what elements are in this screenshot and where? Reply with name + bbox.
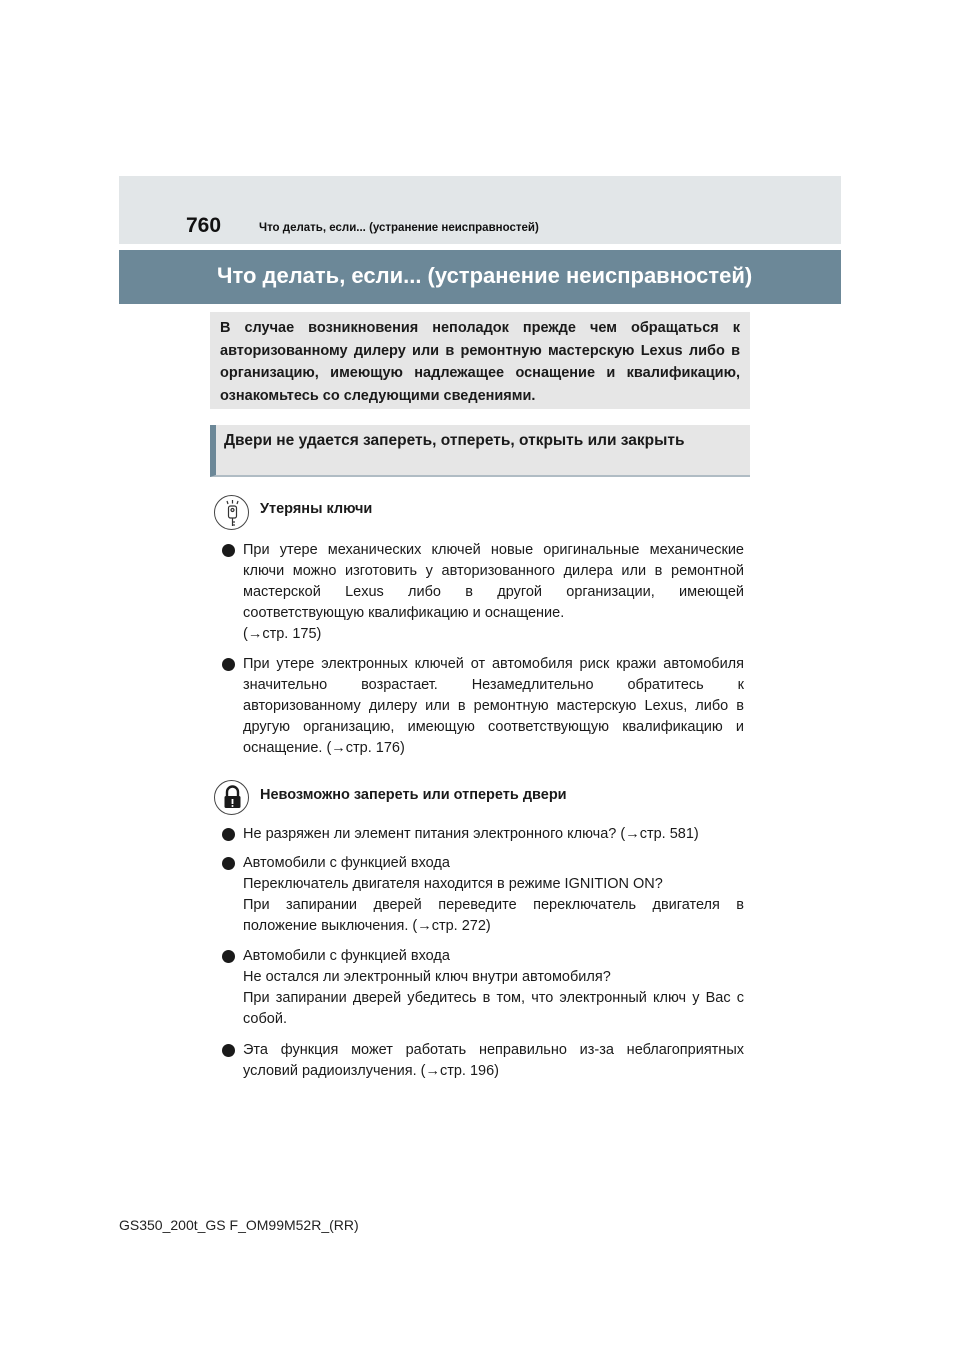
page-title: Что делать, если... (устранение неисправностей) <box>217 263 753 288</box>
item-text: При запирании дверей переведите переключатель двигателя в положение выключения. (→стр. 272) <box>243 897 744 934</box>
item-condition: Автомобили с функцией входа <box>243 948 450 964</box>
title-bar <box>119 250 841 304</box>
intro-box <box>210 312 750 409</box>
page-reference: (→стр. 175) <box>243 626 322 642</box>
bullet <box>222 828 235 841</box>
item-condition: Автомобили с функцией входа <box>243 855 450 871</box>
item-text: При запирании дверей убедитесь в том, что электронный ключ у Вас с собой. <box>243 990 744 1027</box>
key-icon <box>214 495 249 530</box>
lost-keys-title: Утеряны ключи <box>260 501 373 517</box>
section-heading: Двери не удается запереть, отпереть, открыть или закрыть <box>224 432 685 449</box>
list-item <box>222 1040 744 1082</box>
bullet <box>222 950 235 963</box>
list-item <box>222 824 744 845</box>
item-text: Не разряжен ли элемент питания электронного ключа? (→стр. 581) <box>243 826 699 842</box>
running-title: Что делать, если... (устранение неисправностей) <box>259 222 539 234</box>
cannot-lock-title: Невозможно запереть или отпереть двери <box>260 787 567 803</box>
list-item <box>222 540 744 645</box>
list-item <box>222 654 744 759</box>
page-number: 760 <box>186 214 222 237</box>
bullet <box>222 857 235 870</box>
padlock-icon <box>214 780 249 815</box>
item-question: Переключатель двигателя находится в режиме IGNITION ON? <box>243 876 663 892</box>
list-item <box>222 946 744 1030</box>
footer-code: GS350_200t_GS F_OM99M52R_(RR) <box>119 1217 359 1233</box>
section-heading-box <box>210 425 750 477</box>
item-text: При утере механических ключей новые оригинальные механические ключи можно изготовить у авторизованного дилера или в ремонтной мастерской Lexus либо в другой организации, имеющей соответствующую квалификацию и оснащение. <box>243 542 744 621</box>
intro-text: В случае возникновения неполадок прежде чем обращаться к авторизованному дилеру или в ремонтную мастерскую Lexus либо в организацию, имеющую надлежащее оснащение и квалификацию, ознакомьтесь со следующими сведениями. <box>220 320 740 404</box>
item-question: Не остался ли электронный ключ внутри автомобиля? <box>243 969 611 985</box>
bullet <box>222 1044 235 1057</box>
item-text: Эта функция может работать неправильно из-за неблагоприятных условий радиоизлучения. (→стр. 196) <box>243 1042 744 1079</box>
bullet <box>222 658 235 671</box>
item-text: При утере электронных ключей от автомобиля риск кражи автомобиля значительно возрастает. Незамедлительно обратитесь к авторизованному дилеру или в ремонтную мастерскую Lexus, либо в другую организацию, имеющую соответствующую квалификацию и оснащение. (→стр. 176) <box>243 656 744 756</box>
bullet <box>222 544 235 557</box>
list-item <box>222 853 744 937</box>
